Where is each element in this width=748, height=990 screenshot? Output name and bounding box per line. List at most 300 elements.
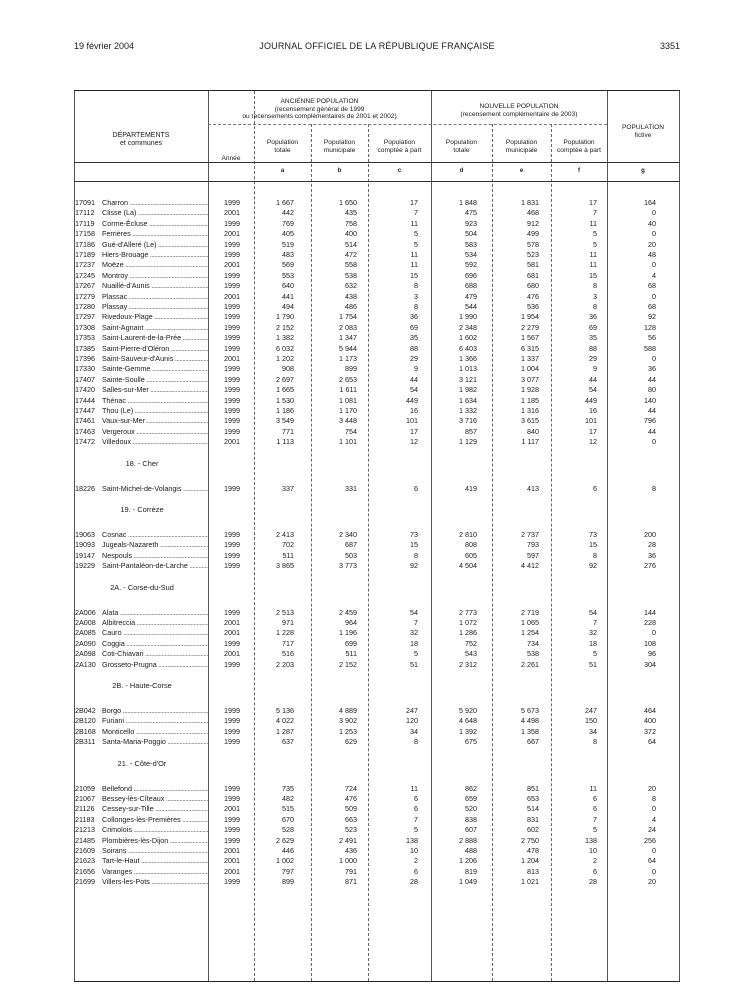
cell-c: 8 <box>414 281 418 291</box>
cell-c: 6 <box>414 794 418 803</box>
cell-f: 6 <box>593 794 597 803</box>
cell-code: 17463 <box>75 426 95 436</box>
cell-e: 536 <box>527 302 539 311</box>
cell-b: 5 944 <box>339 343 357 353</box>
cell-f: 6 <box>593 483 597 493</box>
cell-name: Hiers-Brouage ..... <box>102 250 208 260</box>
cell-c: 10 <box>410 846 418 855</box>
cell-f: 7 <box>593 208 597 218</box>
table-row <box>74 727 680 737</box>
cell-g: 796 <box>644 416 656 426</box>
cell-b: 1 650 <box>339 198 357 207</box>
cell-code: 17279 <box>75 291 95 301</box>
cell-name: Salles-sur-Mer ..... <box>102 385 208 395</box>
cell-name: Tart-le-Haut ..... <box>102 856 208 866</box>
cell-f: 138 <box>585 835 597 845</box>
table-row <box>74 649 680 659</box>
table-row <box>74 737 680 747</box>
cell-name: Saint-Laurent-de-la-Prée ..... <box>102 333 208 343</box>
cell-f: 8 <box>593 302 597 311</box>
cell-year: 2001 <box>224 856 240 866</box>
cell-name: Albitreccia ..... <box>102 618 208 628</box>
table-row <box>74 302 680 312</box>
cell-e: 1 254 <box>521 628 539 638</box>
cell-code: 17407 <box>75 374 95 384</box>
table-row <box>74 716 680 726</box>
cell-code: 17267 <box>75 281 95 291</box>
cell-a: 637 <box>282 737 294 747</box>
table-row <box>74 260 680 270</box>
cell-name: Thou (Le) ..... <box>102 406 208 416</box>
cell-a: 2 697 <box>276 374 294 384</box>
cell-b: 2 459 <box>339 607 357 617</box>
cell-b: 1 170 <box>339 406 357 415</box>
cell-c: 247 <box>406 706 418 715</box>
cell-code: 2A090 <box>75 638 96 648</box>
cell-b: 1 754 <box>339 312 357 322</box>
cell-g: 0 <box>652 260 656 270</box>
cell-b: 511 <box>345 649 357 659</box>
cell-d: 1 072 <box>459 618 477 627</box>
cell-a: 441 <box>282 291 294 301</box>
cell-c: 15 <box>410 270 418 280</box>
cell-year: 2001 <box>224 846 240 855</box>
cell-year: 1999 <box>224 426 240 436</box>
table-row <box>74 804 680 814</box>
cell-b: 964 <box>345 618 357 627</box>
cell-a: 1 665 <box>276 385 294 395</box>
cell-b: 538 <box>345 270 357 280</box>
cell-d: 3 716 <box>459 416 477 426</box>
cell-f: 6 <box>593 804 597 814</box>
cell-name: Santa-Maria-Poggio ..... <box>102 737 208 747</box>
cell-c: 6 <box>414 483 418 493</box>
cell-year: 1999 <box>224 783 240 793</box>
cell-b: 1 081 <box>339 395 357 405</box>
new-pop-totale-header: Population totale <box>445 139 478 154</box>
cell-f: 73 <box>589 530 597 539</box>
cell-b: 3 773 <box>339 561 357 571</box>
cell-c: 73 <box>410 530 418 539</box>
annee-header: Année <box>221 155 241 162</box>
cell-name: Vergeroux ..... <box>102 427 208 437</box>
cell-f: 54 <box>589 607 597 617</box>
cell-a: 735 <box>282 783 294 793</box>
cell-d: 1 129 <box>459 437 477 447</box>
cell-b: 1 000 <box>339 856 357 866</box>
cell-a: 1 186 <box>276 406 294 415</box>
cell-code: 17297 <box>75 312 95 322</box>
cell-a: 1 287 <box>276 726 294 736</box>
cell-g: 4 <box>652 270 656 280</box>
cell-a: 511 <box>282 550 294 560</box>
cell-b: 400 <box>345 229 357 239</box>
cell-name: Bessey-lès-Cîteaux ..... <box>102 794 208 804</box>
page-number: 3351 <box>659 41 680 51</box>
cell-f: 32 <box>589 628 597 638</box>
cell-g: 80 <box>648 385 656 395</box>
cell-name: Borgo ..... <box>102 706 208 716</box>
cell-c: 92 <box>410 561 418 571</box>
cell-g: 256 <box>644 835 656 845</box>
cell-f: 92 <box>589 561 597 571</box>
cell-c: 32 <box>410 628 418 638</box>
cell-f: 44 <box>589 374 597 384</box>
cell-year: 1999 <box>224 706 240 715</box>
cell-year: 2001 <box>224 354 240 363</box>
cell-b: 791 <box>345 866 357 876</box>
cell-g: 228 <box>644 618 656 627</box>
cell-name: Vaux-sur-Mer ..... <box>102 416 208 426</box>
cell-a: 1 667 <box>276 198 294 207</box>
cell-b: 486 <box>345 302 357 311</box>
cell-code: 19093 <box>75 540 95 550</box>
cell-g: 0 <box>652 354 656 363</box>
cell-f: 15 <box>589 540 597 550</box>
cell-year: 2001 <box>224 628 240 638</box>
cell-code: 17447 <box>75 406 95 415</box>
cell-g: 36 <box>648 364 656 374</box>
cell-d: 688 <box>465 281 477 291</box>
table-row <box>74 427 680 437</box>
cell-g: 68 <box>648 302 656 311</box>
column-letter: g <box>641 168 645 174</box>
cell-year: 1999 <box>224 416 240 426</box>
cell-a: 553 <box>282 270 294 280</box>
cell-code: 19229 <box>75 561 95 571</box>
cell-code: 21067 <box>75 794 95 803</box>
cell-d: 2 312 <box>459 659 477 669</box>
cell-a: 2 203 <box>276 659 294 669</box>
cell-year: 1999 <box>224 814 240 824</box>
cell-name: Monticello ..... <box>102 727 208 737</box>
cell-b: 2 491 <box>339 835 357 845</box>
cell-e: 523 <box>527 250 539 259</box>
cell-c: 15 <box>410 540 418 550</box>
cell-g: 144 <box>644 607 656 617</box>
cell-year: 1999 <box>224 343 240 353</box>
cell-g: 28 <box>648 540 656 550</box>
cell-f: 8 <box>593 281 597 291</box>
cell-e: 478 <box>527 846 539 855</box>
cell-a: 771 <box>282 426 294 436</box>
cell-code: 17119 <box>75 218 95 228</box>
cell-g: 0 <box>652 804 656 814</box>
cell-a: 3 549 <box>276 416 294 426</box>
cell-code: 17385 <box>75 343 95 353</box>
cell-b: 2 083 <box>339 322 357 332</box>
table-row <box>74 385 680 395</box>
cell-c: 11 <box>410 250 418 259</box>
cell-code: 18226 <box>75 483 95 493</box>
cell-c: 449 <box>406 395 418 405</box>
cell-c: 7 <box>414 618 418 627</box>
cell-f: 449 <box>585 395 597 405</box>
cell-b: 632 <box>345 281 357 291</box>
cell-code: 21059 <box>75 783 95 793</box>
cell-year: 2001 <box>224 649 240 659</box>
department-heading: 2B. - Haute-Corse <box>112 681 172 690</box>
cell-e: 1 117 <box>521 437 539 447</box>
cell-g: 24 <box>648 825 656 835</box>
new-pop-municipale-header: Population municipale <box>505 139 538 154</box>
cell-b: 2 340 <box>339 530 357 539</box>
cell-f: 10 <box>589 846 597 855</box>
cell-d: 3 121 <box>459 374 477 384</box>
cell-a: 515 <box>282 804 294 814</box>
table-row <box>74 281 680 291</box>
cell-b: 1 611 <box>339 385 357 395</box>
cell-code: 17158 <box>75 229 95 239</box>
cell-a: 482 <box>282 794 294 803</box>
cell-f: 29 <box>589 354 597 363</box>
cell-year: 1999 <box>224 250 240 259</box>
cell-d: 808 <box>465 540 477 550</box>
cell-b: 871 <box>345 877 357 887</box>
cell-g: 4 <box>652 814 656 824</box>
cell-g: 0 <box>652 628 656 638</box>
cell-name: Saint-Pierre-d'Oléron ..... <box>102 344 208 354</box>
page-header <box>74 41 680 53</box>
table-row <box>74 561 680 571</box>
pop-municipale-header: Population municipale <box>323 139 356 154</box>
cell-code: 2A098 <box>75 649 96 659</box>
cell-f: 36 <box>589 312 597 322</box>
cell-e: 602 <box>527 825 539 835</box>
cell-d: 543 <box>465 649 477 659</box>
cell-f: 12 <box>589 437 597 447</box>
cell-b: 331 <box>345 483 357 493</box>
cell-a: 446 <box>282 846 294 855</box>
table-row <box>74 867 680 877</box>
cell-b: 438 <box>345 291 357 301</box>
cell-year: 1999 <box>224 198 240 207</box>
cell-a: 405 <box>282 229 294 239</box>
cell-year: 2001 <box>224 260 240 270</box>
cell-b: 509 <box>345 804 357 814</box>
department-heading: 18. - Cher <box>125 458 159 468</box>
cell-b: 699 <box>345 638 357 648</box>
cell-g: 44 <box>648 426 656 436</box>
cell-a: 516 <box>282 649 294 659</box>
cell-year: 2001 <box>224 804 240 814</box>
cell-name: Collonges-lès-Premières ..... <box>102 815 208 825</box>
cell-a: 2 513 <box>276 607 294 617</box>
cell-c: 54 <box>410 607 418 617</box>
column-letter: f <box>578 168 580 174</box>
issue-date: 19 février 2004 <box>74 41 135 51</box>
cell-e: 1 065 <box>521 618 539 627</box>
table-row <box>74 846 680 856</box>
cell-c: 36 <box>410 312 418 322</box>
population-fictive-header: POPULATION fictive <box>621 124 664 139</box>
cell-c: 3 <box>414 291 418 301</box>
cell-d: 1 392 <box>459 726 477 736</box>
cell-year: 1999 <box>224 385 240 395</box>
cell-b: 663 <box>345 814 357 824</box>
cell-e: 2 737 <box>521 530 539 539</box>
cell-a: 1 113 <box>276 437 294 447</box>
cell-e: 1 954 <box>521 312 539 322</box>
cell-code: 21485 <box>75 835 95 845</box>
cell-a: 899 <box>282 877 294 887</box>
table-row <box>74 784 680 794</box>
cell-f: 18 <box>589 638 597 648</box>
cell-code: 17186 <box>75 239 95 249</box>
cell-name: Saint-Agnant ..... <box>102 323 208 333</box>
cell-f: 101 <box>585 416 597 426</box>
cell-d: 520 <box>465 804 477 814</box>
cell-f: 5 <box>593 239 597 249</box>
cell-b: 899 <box>345 364 357 374</box>
cell-c: 6 <box>414 804 418 814</box>
cell-c: 2 <box>414 856 418 866</box>
cell-year: 2001 <box>224 229 240 239</box>
column-letter: e <box>519 168 524 174</box>
cell-e: 831 <box>527 814 539 824</box>
cell-code: 2A130 <box>75 659 96 669</box>
cell-d: 544 <box>465 302 477 311</box>
cell-name: Nuaillé-d'Aunis ..... <box>102 281 208 291</box>
cell-name: Saint-Pantaléon-de-Larche ..... <box>102 561 208 571</box>
cell-name: Soirans ..... <box>102 846 208 856</box>
cell-d: 1 013 <box>459 364 477 374</box>
cell-c: 34 <box>410 726 418 736</box>
cell-code: 21623 <box>75 856 95 866</box>
cell-e: 578 <box>527 239 539 249</box>
cell-g: 40 <box>648 218 656 228</box>
cell-g: 108 <box>644 638 656 648</box>
table-row <box>74 396 680 406</box>
cell-g: 0 <box>652 229 656 239</box>
cell-year: 1999 <box>224 374 240 384</box>
cell-f: 11 <box>589 250 597 259</box>
cell-d: 504 <box>465 229 477 239</box>
cell-f: 35 <box>589 333 597 343</box>
cell-d: 607 <box>465 825 477 835</box>
cell-b: 1 196 <box>339 628 357 638</box>
cell-e: 1 567 <box>521 333 539 343</box>
cell-e: 1 204 <box>521 856 539 866</box>
cell-d: 6 403 <box>459 343 477 353</box>
cell-f: 54 <box>589 385 597 395</box>
cell-f: 247 <box>585 706 597 715</box>
table-row <box>74 618 680 628</box>
cell-a: 640 <box>282 281 294 291</box>
departements-header: DÉPARTEMENTS et communes <box>112 132 170 147</box>
cell-name: Cauro ..... <box>102 628 208 638</box>
cell-b: 629 <box>345 737 357 747</box>
cell-code: 17091 <box>75 198 95 207</box>
cell-a: 1 202 <box>276 354 294 363</box>
cell-b: 687 <box>345 540 357 550</box>
cell-f: 51 <box>589 659 597 669</box>
cell-code: 21609 <box>75 846 95 855</box>
cell-g: 44 <box>648 406 656 415</box>
cell-d: 488 <box>465 846 477 855</box>
cell-a: 971 <box>282 618 294 627</box>
cell-f: 2 <box>593 856 597 866</box>
cell-name: Gué-d'Alleré (Le) ..... <box>102 240 208 250</box>
journal-title: JOURNAL OFFICIEL DE LA RÉPUBLIQUE FRANÇAISE <box>259 41 495 51</box>
cell-g: 200 <box>644 530 656 539</box>
column-letter: a <box>280 168 285 174</box>
cell-code: 21213 <box>75 825 95 835</box>
nouvelle-population-header: NOUVELLE POPULATION (recensement complémentaire de 2003) <box>460 103 578 118</box>
cell-f: 28 <box>589 877 597 887</box>
cell-year: 1999 <box>224 270 240 280</box>
cell-d: 534 <box>465 250 477 259</box>
cell-d: 1 990 <box>459 312 477 322</box>
table-row <box>74 271 680 281</box>
cell-c: 12 <box>410 437 418 447</box>
cell-g: 464 <box>644 706 656 715</box>
cell-year: 1999 <box>224 638 240 648</box>
cell-name: Cosnac ..... <box>102 530 208 540</box>
cell-a: 5 136 <box>276 706 294 715</box>
cell-f: 69 <box>589 322 597 332</box>
cell-c: 88 <box>410 343 418 353</box>
cell-code: 17112 <box>75 208 95 218</box>
cell-f: 5 <box>593 229 597 239</box>
cell-f: 8 <box>593 737 597 747</box>
cell-name: Coti-Chiavari ..... <box>102 649 208 659</box>
cell-c: 35 <box>410 333 418 343</box>
cell-name: Alata ..... <box>102 608 208 618</box>
cell-g: 20 <box>648 239 656 249</box>
cell-c: 120 <box>406 716 418 726</box>
cell-year: 1999 <box>224 561 240 571</box>
table-row <box>74 364 680 374</box>
cell-a: 769 <box>282 218 294 228</box>
table-rule <box>208 124 607 125</box>
cell-name: Sainte-Gemme ..... <box>102 364 208 374</box>
cell-g: 400 <box>644 716 656 726</box>
cell-b: 1 101 <box>339 437 357 447</box>
cell-c: 16 <box>410 406 418 415</box>
cell-year: 1999 <box>224 364 240 374</box>
cell-a: 442 <box>282 208 294 218</box>
cell-name: Sainte-Soulle ..... <box>102 375 208 385</box>
cell-code: 17245 <box>75 270 95 280</box>
cell-code: 17461 <box>75 416 95 426</box>
cell-b: 758 <box>345 218 357 228</box>
cell-g: 0 <box>652 291 656 301</box>
cell-d: 1 366 <box>459 354 477 363</box>
cell-a: 4 022 <box>276 716 294 726</box>
cell-d: 4 648 <box>459 716 477 726</box>
cell-g: 8 <box>652 483 656 493</box>
cell-b: 2 152 <box>339 659 357 669</box>
cell-e: 538 <box>527 649 539 659</box>
cell-code: 21183 <box>75 814 95 824</box>
cell-b: 2 653 <box>339 374 357 384</box>
cell-year: 2001 <box>224 437 240 447</box>
cell-a: 670 <box>282 814 294 824</box>
new-pop-comptee-header: Population comptée à part <box>557 139 601 154</box>
cell-a: 1 228 <box>276 628 294 638</box>
cell-code: 17444 <box>75 395 95 405</box>
cell-code: 17237 <box>75 260 95 270</box>
table-row <box>74 208 680 218</box>
cell-a: 1 002 <box>276 856 294 866</box>
cell-e: 2 279 <box>521 322 539 332</box>
cell-g: 164 <box>644 198 656 207</box>
cell-d: 752 <box>465 638 477 648</box>
cell-e: 2 719 <box>521 607 539 617</box>
cell-a: 519 <box>282 239 294 249</box>
cell-f: 16 <box>589 406 597 415</box>
